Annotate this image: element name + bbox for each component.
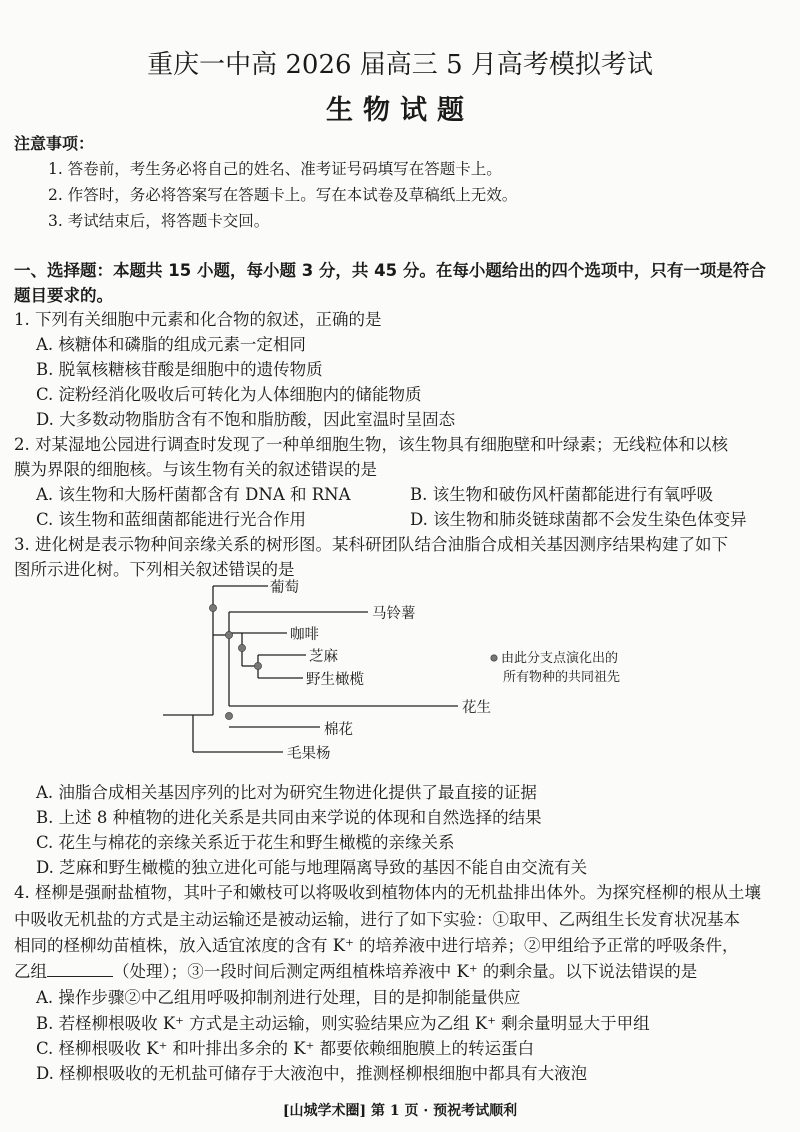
question-4-stem-cont [14,958,697,982]
species-label-peanut: 花生 [462,700,491,716]
question-2-option-d: D. 该生物和肺炎链球菌都不会发生染色体变异 [410,510,747,529]
species-label-grape: 葡萄 [270,580,299,596]
question-2-option-b: B. 该生物和破伤风杆菌都能进行有氧呼吸 [410,485,714,504]
species-label-wild-olive: 野生橄榄 [306,672,364,688]
notice-item: 2. 作答时，务必将答案写在答题卡上。写在本试卷及草稿纸上无效。 [48,186,518,204]
question-3-stem: 3. 进化树是表示物种间亲缘关系的树形图。某科研团队结合油脂合成相关基因测序结果构建了如下 [14,535,728,554]
exam-title: 重庆一中高 2026 届高三 5 月高考模拟考试 [147,50,653,80]
species-label-sesame: 芝麻 [309,649,338,665]
question-1-option-d: D. 大多数动物脂肪含有不饱和脂肪酸，因此室温时呈固态 [36,410,456,429]
question-1-option-b: B. 脱氧核糖核苷酸是细胞中的遗传物质 [36,360,323,379]
answer-blank[interactable] [47,962,113,977]
species-label-potato: 马铃薯 [372,606,416,622]
question-3-option-c: C. 花生与棉花的亲缘关系近于花生和野生橄榄的亲缘关系 [36,833,455,852]
section-heading: 一、选择题：本题共 15 小题，每小题 3 分，共 45 分。在每小题给出的四个选项中，只有一项是符合 [14,261,766,280]
question-4-group-b-label: 乙组 [14,962,47,981]
question-4-option-a: A. 操作步骤②中乙组用呼吸抑制剂进行处理，目的是抑制能量供应 [36,988,521,1007]
question-3-option-d: D. 芝麻和野生橄榄的独立进化可能与地理隔离导致的基因不能自由交流有关 [36,858,588,877]
page-footer: [山城学术圈] 第 1 页 · 预祝考试顺利 [282,1103,518,1119]
question-3-stem-cont: 图所示进化树。下列相关叙述错误的是 [14,560,295,579]
question-2-stem: 2. 对某湿地公园进行调查时发现了一种单细胞生物，该生物具有细胞壁和叶绿素；无线粒体和以核 [14,435,728,454]
tree-legend-line2: 所有物种的共同祖先 [503,670,621,685]
question-1-stem: 1. 下列有关细胞中元素和化合物的叙述，正确的是 [14,310,382,329]
question-4-stem-cont: 中吸收无机盐的方式是主动运输还是被动运输，进行了如下实验：①取甲、乙两组生长发育状况基本 [14,910,740,929]
question-3-option-a: A. 油脂合成相关基因序列的比对为研究生物进化提供了最直接的证据 [36,783,537,802]
notice-heading: 注意事项： [14,134,95,153]
species-label-coffee: 咖啡 [290,627,319,643]
question-1-option-c: C. 淀粉经消化吸收后可转化为人体细胞内的储能物质 [36,385,422,404]
question-2-option-c: C. 该生物和蓝细菌都能进行光合作用 [36,510,307,529]
notice-item: 1. 答卷前，考生务必将自己的姓名、准考证号码填写在答题卡上。 [48,160,502,178]
question-2-stem-cont: 膜为界限的细胞核。与该生物有关的叙述错误的是 [14,460,377,479]
section-heading-cont: 题目要求的。 [14,286,113,305]
notice-item: 3. 考试结束后，将答题卡交回。 [48,212,270,230]
question-4-option-d: D. 柽柳根吸收的无机盐可储存于大液泡中，推测柽柳根细胞中都具有大液泡 [36,1064,588,1083]
question-4-option-b: B. 若柽柳根吸收 K⁺ 方式是主动运输，则实验结果应为乙组 K⁺ 剩余量明显大于甲组 [36,1014,650,1033]
subject-title: 生物试题 [326,95,474,126]
question-2-option-a: A. 该生物和大肠杆菌都含有 DNA 和 RNA [36,485,351,504]
species-label-cotton: 棉花 [324,722,353,738]
question-1-option-a: A. 核糖体和磷脂的组成元素一定相同 [36,335,306,354]
tree-legend-line1: 由此分支点演化出的 [501,651,619,666]
question-4-stem-cont: 相同的柽柳幼苗植株，放入适宜浓度的含有 K⁺ 的培养液中进行培养；②甲组给予正常的呼吸条件， [14,936,739,955]
species-label-poplar: 毛果杨 [287,746,331,762]
question-4-option-c: C. 柽柳根吸收 K⁺ 和叶排出多余的 K⁺ 都要依赖细胞膜上的转运蛋白 [36,1039,535,1058]
question-4-stem-tail: （处理）；③一段时间后测定两组植株培养液中 K⁺ 的剩余量。以下说法错误的是 [113,962,698,981]
question-4-stem: 4. 柽柳是强耐盐植物，其叶子和嫩枝可以将吸收到植物体内的无机盐排出体外。为探究柽柳的根从土壤 [14,883,761,902]
question-3-option-b: B. 上述 8 种植物的进化关系是共同由来学说的体现和自然选择的结果 [36,808,542,827]
